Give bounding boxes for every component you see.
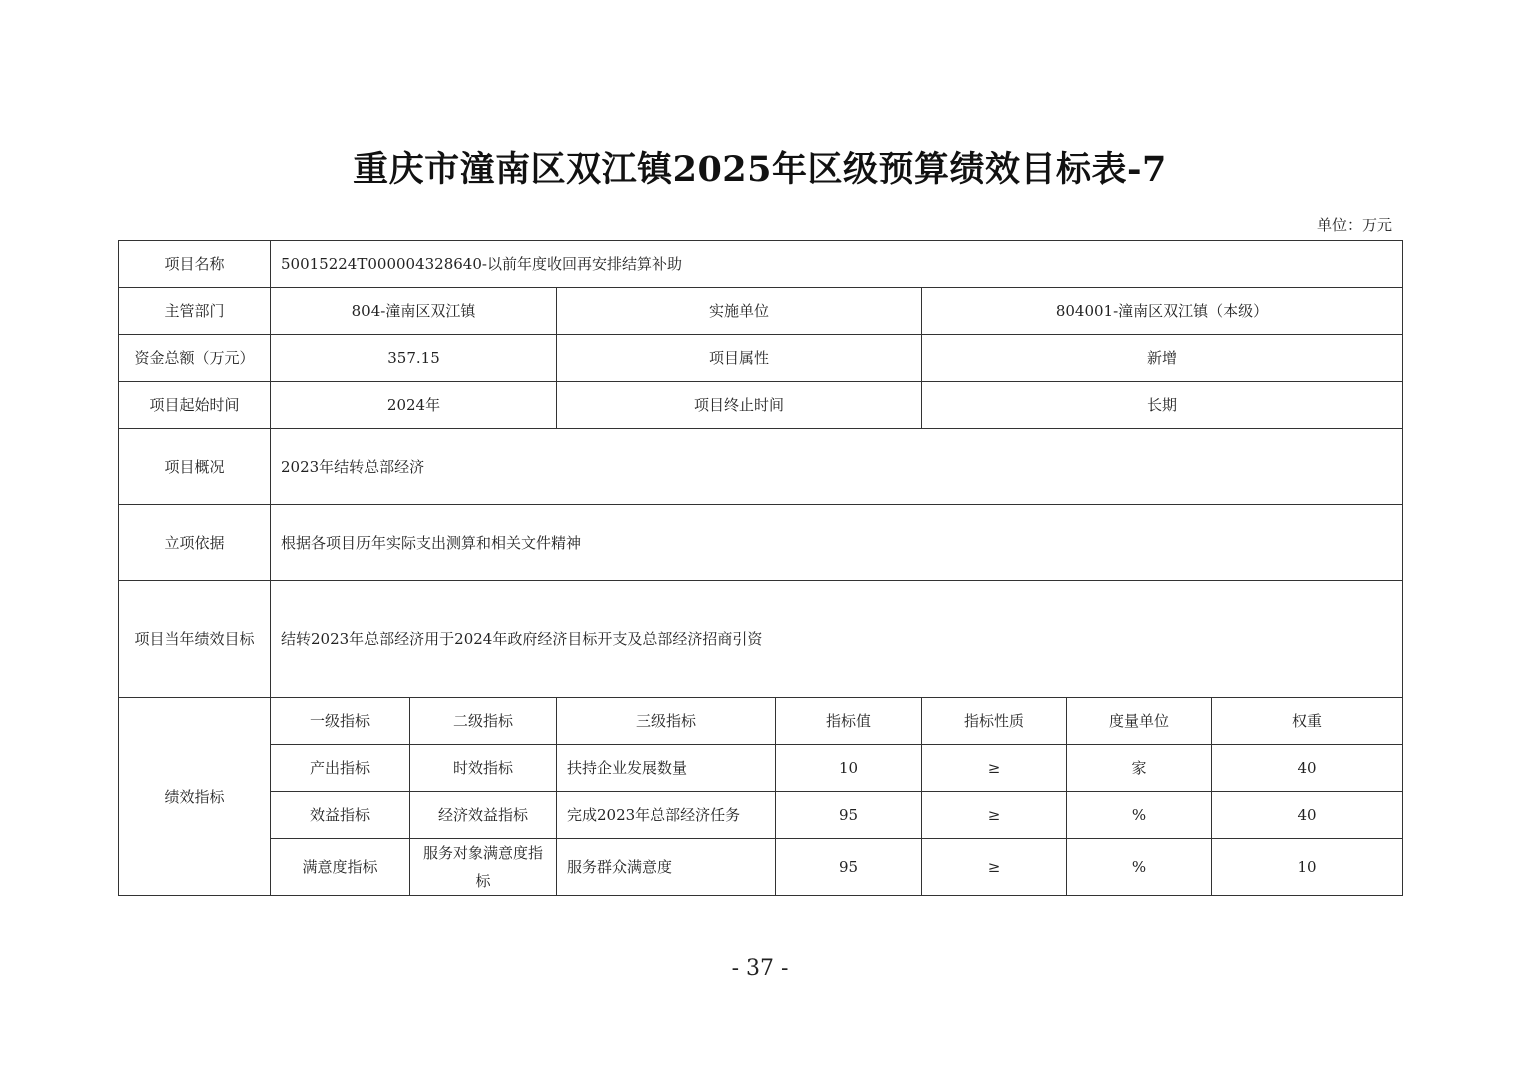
header-level3: 三级指标: [557, 698, 776, 745]
value-cell: 95: [776, 839, 922, 896]
row-time: [119, 382, 1403, 429]
level3-cell: 服务群众满意度: [557, 839, 776, 896]
header-nature: 指标性质: [922, 698, 1067, 745]
level2-cell: 时效指标: [410, 745, 557, 792]
impl-value: 804001-潼南区双江镇（本级）: [922, 288, 1403, 335]
end-value: 长期: [922, 382, 1403, 429]
attr-label: 项目属性: [557, 335, 922, 382]
impl-label: 实施单位: [557, 288, 922, 335]
indicator-row: [119, 792, 1403, 839]
header-level2: 二级指标: [410, 698, 557, 745]
unit-label: 单位：万元: [1316, 216, 1392, 234]
header-level1: 一级指标: [271, 698, 410, 745]
unit-cell: 家: [1067, 745, 1212, 792]
start-label: 项目起始时间: [119, 382, 271, 429]
funds-label: 资金总额（万元）: [119, 335, 271, 382]
header-value: 指标值: [776, 698, 922, 745]
weight-cell: 10: [1212, 839, 1403, 896]
indicator-row: [119, 839, 1403, 896]
budget-table: [118, 240, 1403, 896]
project-name-label: 项目名称: [119, 241, 271, 288]
level1-cell: 满意度指标: [271, 839, 410, 896]
page-title: 重庆市潼南区双江镇2025年区级预算绩效目标表-7: [353, 149, 1167, 190]
basis-value: 根据各项目历年实际支出测算和相关文件精神: [271, 505, 1403, 581]
weight-cell: 40: [1212, 745, 1403, 792]
weight-cell: 40: [1212, 792, 1403, 839]
row-goal: [119, 581, 1403, 698]
unit-cell: %: [1067, 792, 1212, 839]
end-label: 项目终止时间: [557, 382, 922, 429]
nature-cell: ≥: [922, 792, 1067, 839]
row-department: [119, 288, 1403, 335]
unit-cell: %: [1067, 839, 1212, 896]
level1-cell: 产出指标: [271, 745, 410, 792]
goal-label: 项目当年绩效目标: [119, 581, 271, 698]
attr-value: 新增: [922, 335, 1403, 382]
level2-cell: 服务对象满意度指标: [410, 839, 557, 896]
basis-label: 立项依据: [119, 505, 271, 581]
indicator-header-row: [119, 698, 1403, 745]
level3-cell: 扶持企业发展数量: [557, 745, 776, 792]
row-basis: [119, 505, 1403, 581]
goal-value: 结转2023年总部经济用于2024年政府经济目标开支及总部经济招商引资: [271, 581, 1403, 698]
level1-cell: 效益指标: [271, 792, 410, 839]
nature-cell: ≥: [922, 839, 1067, 896]
dept-label: 主管部门: [119, 288, 271, 335]
indicators-section-label: 绩效指标: [119, 698, 271, 896]
level2-cell: 经济效益指标: [410, 792, 557, 839]
row-overview: [119, 429, 1403, 505]
nature-cell: ≥: [922, 745, 1067, 792]
funds-value: 357.15: [271, 335, 557, 382]
value-cell: 95: [776, 792, 922, 839]
row-project-name: [119, 241, 1403, 288]
project-name-value: 50015224T000004328640-以前年度收回再安排结算补助: [271, 241, 1403, 288]
page-number: - 37 -: [731, 956, 789, 981]
header-weight: 权重: [1212, 698, 1403, 745]
row-funds: [119, 335, 1403, 382]
overview-label: 项目概况: [119, 429, 271, 505]
level3-cell: 完成2023年总部经济任务: [557, 792, 776, 839]
indicator-row: [119, 745, 1403, 792]
overview-value: 2023年结转总部经济: [271, 429, 1403, 505]
header-unit: 度量单位: [1067, 698, 1212, 745]
start-value: 2024年: [271, 382, 557, 429]
value-cell: 10: [776, 745, 922, 792]
dept-value: 804-潼南区双江镇: [271, 288, 557, 335]
